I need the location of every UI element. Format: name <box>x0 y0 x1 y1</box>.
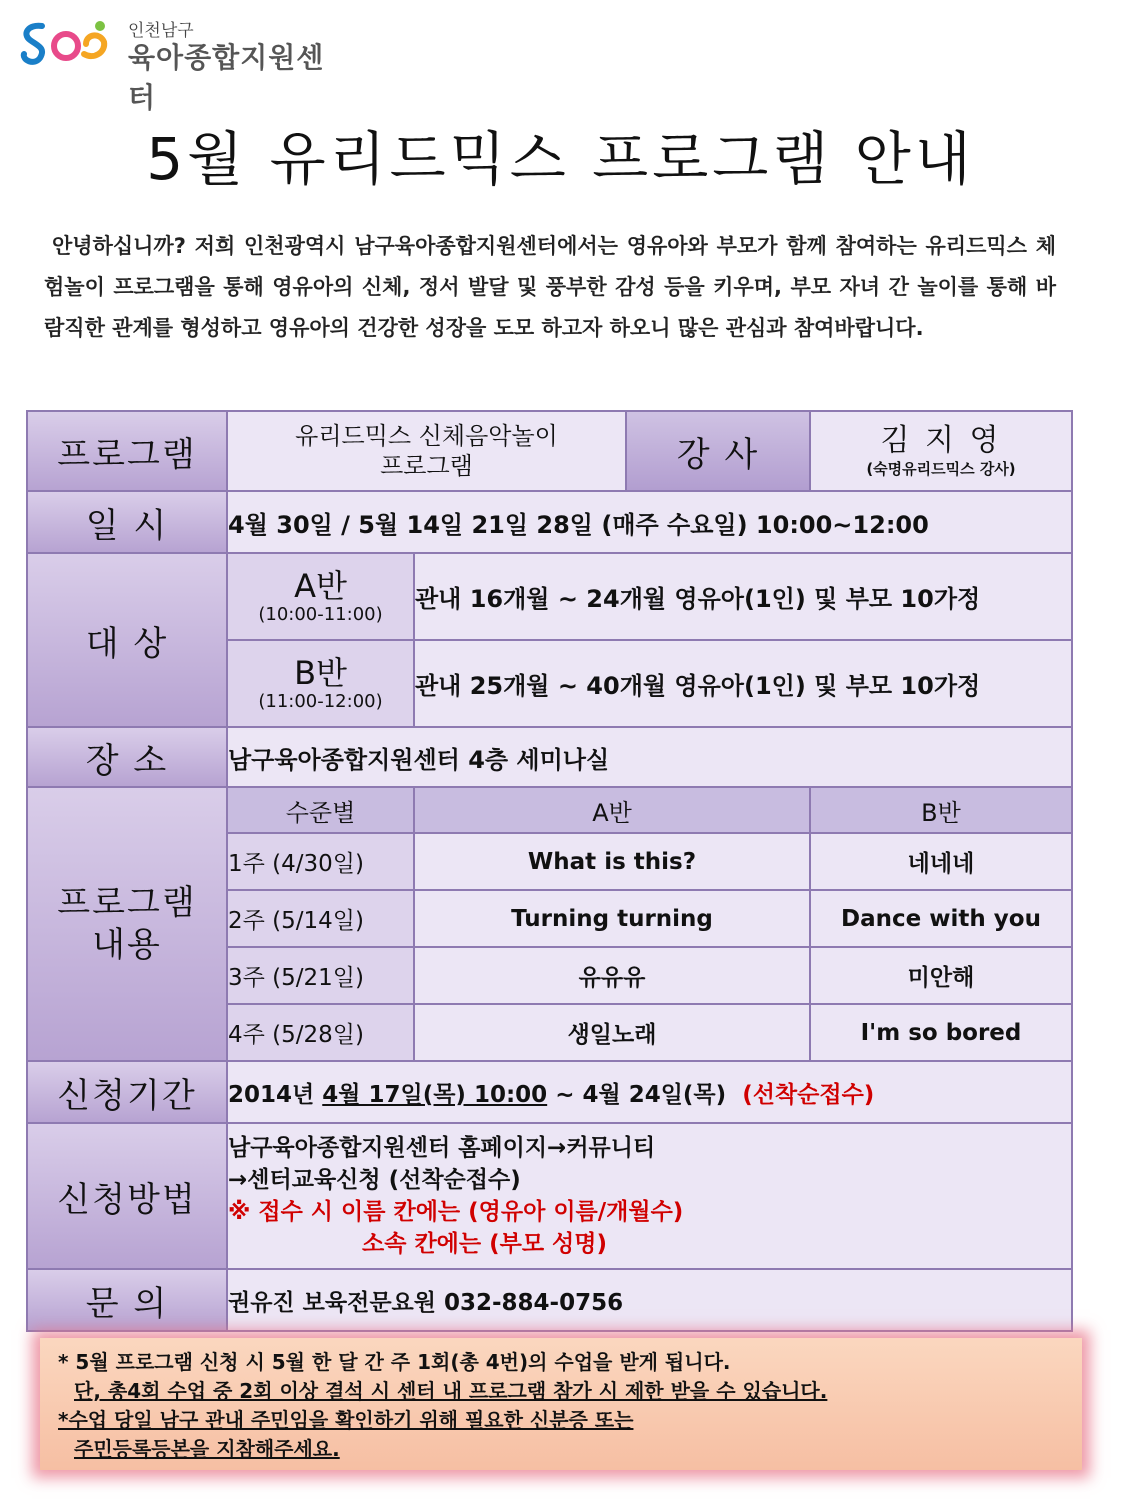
program-info-table <box>26 410 1073 1332</box>
notice-line3: *수업 당일 남구 관내 주민임을 확인하기 위해 필요한 신분증 또는 <box>58 1408 634 1432</box>
teacher-label: 강 사 <box>626 411 810 491</box>
notice-line2: 단, 총4회 수업 중 2회 이상 결석 시 센터 내 프로그램 참가 시 제한 받을 수 있습니다. <box>74 1379 828 1403</box>
program-value-line1: 유리드믹스 신체음악놀이 <box>295 422 558 450</box>
method-label: 신청방법 <box>27 1123 227 1269</box>
period-year: 2014년 <box>228 1081 315 1108</box>
period-start: 4월 17일(목) 10:00 <box>322 1081 548 1108</box>
notice-line1: * 5월 프로그램 신청 시 5월 한 달 간 주 1회(총 4번)의 수업을 받게 됩니다. <box>58 1350 731 1374</box>
content-b: I'm so bored <box>810 1004 1072 1061</box>
content-week: 3주 (5/21일) <box>227 947 414 1004</box>
target-label: 대 상 <box>27 553 227 727</box>
intro-paragraph <box>44 226 1056 349</box>
program-value <box>227 411 626 491</box>
method-line1: 남구육아종합지원센터 홈페이지→커뮤니티 <box>228 1135 656 1161</box>
notice-box <box>40 1338 1082 1470</box>
page-title: 5월 유리드믹스 프로그램 안내 <box>146 125 975 193</box>
method-row <box>27 1123 1072 1269</box>
content-week: 4주 (5/28일) <box>227 1004 414 1061</box>
place-row <box>27 727 1072 787</box>
date-value: 4월 30일 / 5월 14일 21일 28일 (매주 수요일) 10:00~12:00 <box>227 491 1072 553</box>
program-value-line2: 프로그램 <box>380 452 473 480</box>
content-b: Dance with you <box>810 890 1072 947</box>
content-a: Turning turning <box>414 890 810 947</box>
content-a: 생일노래 <box>414 1004 810 1061</box>
target-row-a <box>27 553 1072 640</box>
place-label: 장 소 <box>27 727 227 787</box>
group-a-desc: 관내 16개월 ~ 24개월 영유아(1인) 및 부모 10가정 <box>414 553 1072 640</box>
group-b-name: B반 <box>294 654 347 692</box>
logo-top-text: 인천남구 <box>128 21 194 41</box>
notice-line4: 주민등록등본을 지참해주세요. <box>74 1437 340 1461</box>
content-week: 1주 (4/30일) <box>227 833 414 890</box>
content-a: 유유유 <box>414 947 810 1004</box>
period-end: ~ 4월 24일(목) <box>555 1081 727 1108</box>
logo-mark-icon <box>20 18 110 66</box>
program-label: 프로그램 <box>27 411 227 491</box>
place-value: 남구육아종합지원센터 4층 세미나실 <box>227 727 1072 787</box>
group-a-time: (10:00-11:00) <box>258 604 383 625</box>
contact-value: 권유진 보육전문요원 032-884-0756 <box>227 1269 1072 1331</box>
content-b: 네네네 <box>810 833 1072 890</box>
content-header-row <box>27 787 1072 833</box>
method-line2: →센터교육신청 (선착순접수) <box>228 1167 521 1193</box>
method-line3: ※ 접수 시 이름 칸에는 (영유아 이름/개월수) <box>228 1199 684 1225</box>
content-label-line1: 프로그램 <box>57 883 197 923</box>
group-b-desc: 관내 25개월 ~ 40개월 영유아(1인) 및 부모 10가정 <box>414 640 1072 727</box>
group-b-time: (11:00-12:00) <box>258 691 383 712</box>
logo-main-text: 육아종합지원센터 <box>128 41 325 114</box>
group-b <box>227 640 414 727</box>
content-week: 2주 (5/14일) <box>227 890 414 947</box>
teacher-value <box>810 411 1072 491</box>
period-value <box>227 1061 1072 1123</box>
center-logo <box>20 14 340 114</box>
teacher-name: 김 지 영 <box>880 422 1002 458</box>
content-label <box>27 787 227 1061</box>
method-line4: 소속 칸에는 (부모 성명) <box>362 1231 608 1257</box>
content-a: What is this? <box>414 833 810 890</box>
period-note: (선착순접수) <box>742 1081 875 1108</box>
method-value <box>227 1123 1072 1269</box>
contact-label: 문 의 <box>27 1269 227 1331</box>
date-label: 일 시 <box>27 491 227 553</box>
content-header-b: B반 <box>810 787 1072 833</box>
teacher-note: (숙명유리드믹스 강사) <box>866 459 1016 478</box>
intro-text: 안녕하십니까? 저희 인천광역시 남구육아종합지원센터에서는 영유아와 부모가 함께 참여하는 유리드믹스 체험놀이 프로그램을 통해 영유아의 신체, 정서 발달 및 풍부한 감성 등을 키우며, 부모 자녀 간 놀이를 통해 바람직한 관계를 형성하고 영유아의 건강한 성장을 도모 하고자 하오니 많은 관심과 참여바랍니다. <box>44 234 1056 340</box>
period-row <box>27 1061 1072 1123</box>
content-label-line2: 내용 <box>92 925 162 965</box>
content-b: 미안해 <box>810 947 1072 1004</box>
group-a <box>227 553 414 640</box>
content-header-level: 수준별 <box>227 787 414 833</box>
date-row <box>27 491 1072 553</box>
program-row <box>27 411 1072 491</box>
contact-row <box>27 1269 1072 1331</box>
content-header-a: A반 <box>414 787 810 833</box>
group-a-name: A반 <box>294 567 347 605</box>
period-label: 신청기간 <box>27 1061 227 1123</box>
